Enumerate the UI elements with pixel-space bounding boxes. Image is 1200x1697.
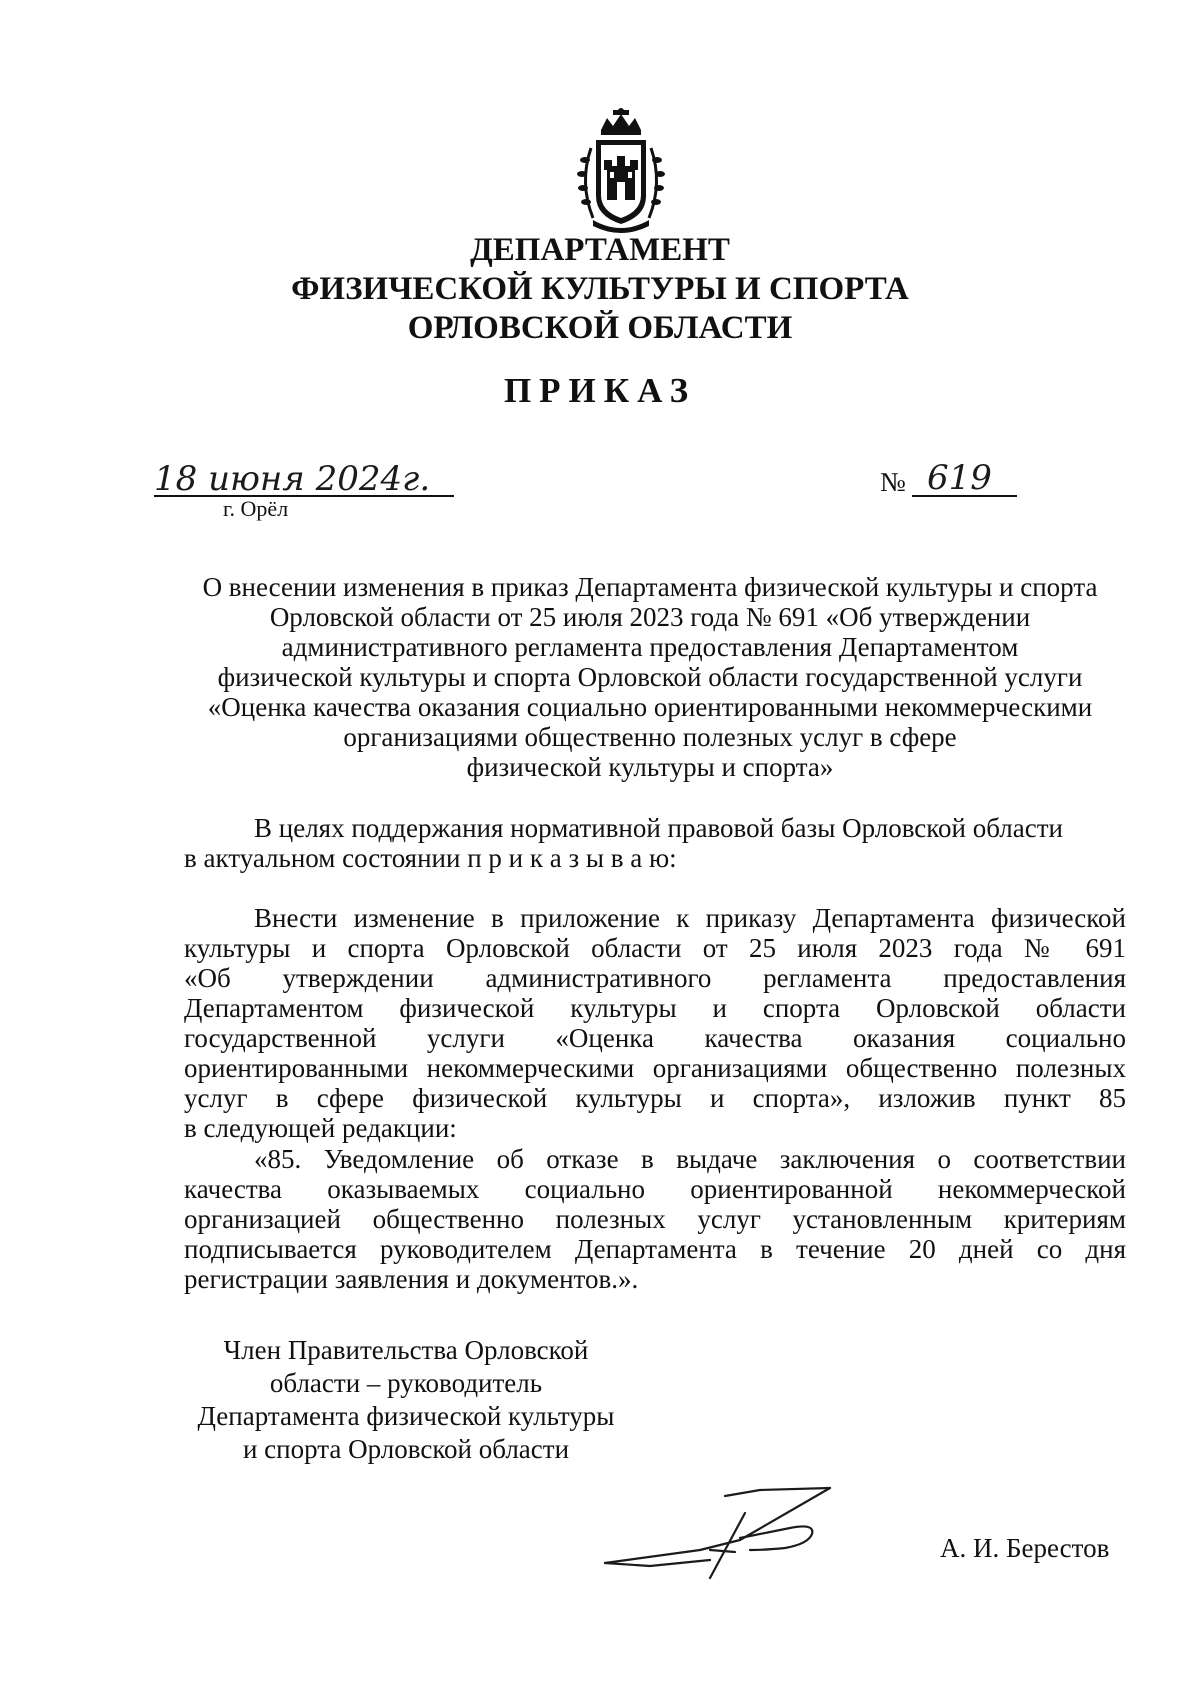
subject-line: физической культуры и спорта» xyxy=(466,752,834,782)
subject-line: организациями общественно полезных услуг в сфере xyxy=(343,722,957,752)
preamble-line: В целях поддержания нормативной правовой базы Орловской области xyxy=(254,813,1063,843)
order-subject xyxy=(175,572,1125,782)
order-line: ориентированными некоммерческими организациями общественно полезных xyxy=(184,1053,1126,1083)
order-number: 619 xyxy=(927,458,992,498)
quote-line: «85. Уведомление об отказе в выдаче заключения о соответствии xyxy=(254,1144,1126,1174)
order-line: в следующей редакции: xyxy=(184,1113,457,1143)
org-name-line-2: ФИЗИЧЕСКОЙ КУЛЬТУРЫ И СПОРТА xyxy=(291,271,909,307)
signer-position-line: области – руководитель xyxy=(269,1368,543,1398)
order-line: Департаментом физической культуры и спорта Орловской области xyxy=(184,993,1126,1023)
city-label: г. Орёл xyxy=(223,496,289,521)
order-line: государственной услуги «Оценка качества оказания социально xyxy=(184,1023,1126,1053)
document-title: ПРИКАЗ xyxy=(503,371,697,410)
subject-line: административного регламента предоставления Департаментом xyxy=(281,632,1019,662)
signature-icon xyxy=(590,1478,910,1588)
preamble-line: в актуальном состоянии п р и к а з ы в а ю: xyxy=(184,843,677,873)
coat-of-arms-icon xyxy=(571,108,671,238)
signer-position xyxy=(172,1334,640,1466)
quote-line: качества оказываемых социально ориентированной некоммерческой xyxy=(184,1174,1126,1204)
org-name-line-3: ОРЛОВСКОЙ ОБЛАСТИ xyxy=(407,310,793,346)
quote-line: организацией общественно полезных услуг установленным критериям xyxy=(184,1204,1126,1234)
subject-line: «Оценка качества оказания социально ориентированными некоммерческими xyxy=(207,692,1093,722)
order-date: 18 июня 2024г. xyxy=(154,459,431,499)
order-line: Внести изменение в приложение к приказу Департамента физической xyxy=(254,903,1126,933)
order-line: «Об утверждении административного регламента предоставления xyxy=(184,963,1126,993)
signer-position-line: и спорта Орловской области xyxy=(242,1434,570,1464)
signer-position-line: Член Правительства Орловской xyxy=(223,1335,589,1365)
quote-line: регистрации заявления и документов.». xyxy=(184,1264,639,1294)
signer-position-line: Департамента физической культуры xyxy=(197,1401,615,1431)
subject-line: О внесении изменения в приказ Департамента физической культуры и спорта xyxy=(202,572,1098,602)
org-name-line-1: ДЕПАРТАМЕНТ xyxy=(470,232,730,268)
quote-line: подписывается руководителем Департамента в течение 20 дней со дня xyxy=(184,1234,1126,1264)
subject-line: физической культуры и спорта Орловской области государственной услуги xyxy=(217,662,1083,692)
subject-line: Орловской области от 25 июля 2023 года № 691 «Об утверждении xyxy=(269,602,1031,632)
preamble-paragraph xyxy=(184,813,1126,873)
quoted-paragraph xyxy=(184,1144,1126,1294)
order-line: культуры и спорта Орловской области от 25 июля 2023 года № 691 xyxy=(184,933,1126,963)
number-underline xyxy=(912,495,1017,497)
order-line: услуг в сфере физической культуры и спорта», изложив пункт 85 xyxy=(184,1083,1126,1113)
signer-name: А. И. Берестов xyxy=(940,1533,1110,1563)
order-paragraph xyxy=(184,903,1126,1143)
date-underline xyxy=(154,495,454,497)
number-label: № xyxy=(880,467,906,497)
